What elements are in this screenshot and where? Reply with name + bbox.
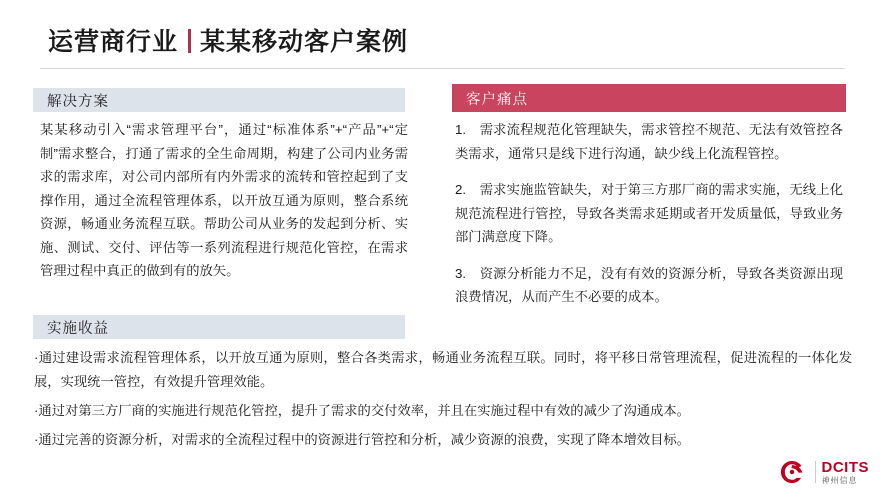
page-title bbox=[48, 22, 408, 58]
title-underline bbox=[40, 68, 845, 69]
solution-panel-body: 某某移动引入“需求管理平台”，通过“标准体系”+“产品”+“定制”需求整合，打通了需求的全生命周期，构建了公司内业务需求的需求库，对公司内部所有内外需求的流转和管控起到了支撑作用，通过全流程管理体系，以开放互通为原则，整合系统资源，畅通业务流程互联。帮助公司从业务的发起到分析、实施、测试、交付、评估等一系列流程进行规范化管控，在需求管理过程中真正的做到有的放矢。 bbox=[40, 122, 408, 278]
pain-points-panel-header: 客户痛点 bbox=[452, 84, 846, 112]
pain-point-item: 2. 需求实施监管缺失，对于第三方那厂商的需求实施，无线上化规范流程进行管控，导致各类需求延期或者开发质量低，导致业务部门满意度下降。 bbox=[455, 182, 843, 244]
pain-points-panel-body bbox=[455, 118, 843, 309]
benefit-item: ·通过完善的资源分析，对需求的全流程过程中的资源进行管控和分析，减少资源的浪费，实现了降本增效目标。 bbox=[34, 432, 690, 447]
pain-point-item: 3. 资源分析能力不足，没有有效的资源分析，导致各类资源出现浪费情况，从而产生不必要的成本。 bbox=[455, 265, 843, 304]
logo-text-block bbox=[822, 460, 870, 485]
logo-english-name: DCITS bbox=[821, 458, 869, 476]
dcits-mark-icon bbox=[779, 459, 805, 485]
benefits-panel-body bbox=[34, 346, 852, 452]
benefits-panel-header: 实施收益 bbox=[33, 315, 405, 339]
title-divider-bar bbox=[188, 29, 191, 53]
logo-divider bbox=[815, 461, 816, 483]
benefit-item: ·通过对第三方厂商的实施进行规范化管控，提升了需求的交付效率，并且在实施过程中有效的减少了沟通成本。 bbox=[34, 403, 690, 418]
solution-panel-header: 解决方案 bbox=[33, 88, 405, 112]
logo-chinese-name: 神州信息 bbox=[821, 475, 858, 485]
company-logo bbox=[779, 454, 870, 490]
benefit-item: ·通过建设需求流程管理体系，以开放互通为原则，整合各类需求，畅通业务流程互联。同时，将平移日常管理流程，促进流程的一体化发展，实现统一管控，有效提升管理效能。 bbox=[34, 350, 852, 389]
title-sub-text: 某某移动客户案例 bbox=[200, 28, 409, 56]
pain-point-item: 1. 需求流程规范化管理缺失，需求管控不规范、无法有效管控各类需求，通常只是线下进行沟通，缺少线上化流程管控。 bbox=[455, 122, 843, 161]
title-main-text: 运营商行业 bbox=[48, 28, 179, 56]
